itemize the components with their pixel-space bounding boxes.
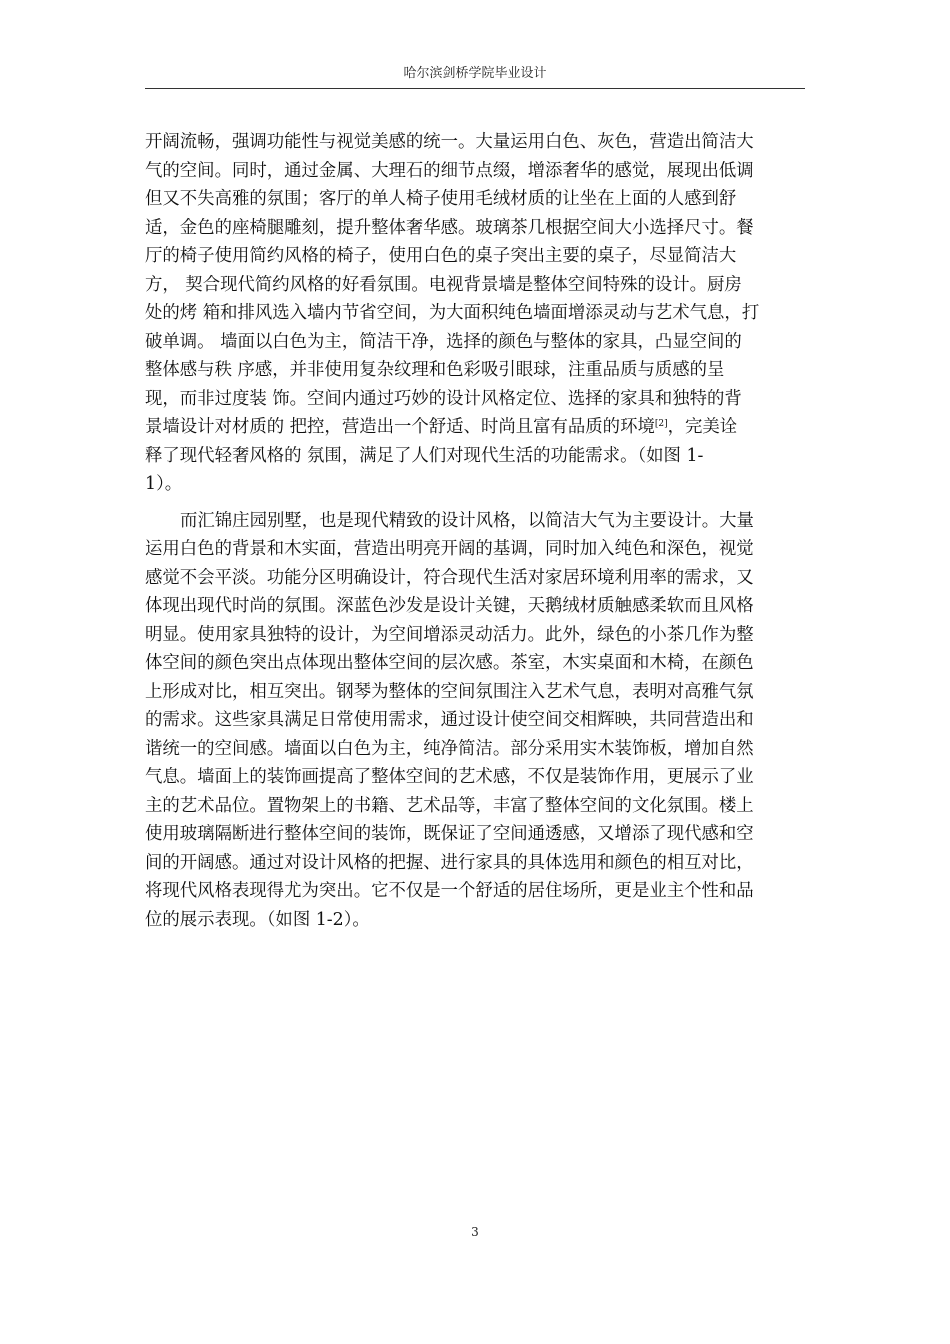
- text-line: 适，金色的座椅腿雕刻，提升整体奢华感。玻璃茶几根据空间大小选择尺寸。餐: [145, 217, 754, 238]
- text-line: 体空间的颜色突出点体现出整体空间的层次感。茶室，木实桌面和木椅，在颜色: [145, 653, 754, 673]
- text-line-first: 而汇锦庄园别墅，也是现代精致的设计风格，以简洁大气为主要设计。大量: [180, 510, 754, 531]
- text-line: 将现代风格表现得尤为突出。它不仅是一个舒适的居住场所，更是业主个性和品: [145, 881, 754, 901]
- text-line: 整体感与秩 序感，并非使用复杂纹理和色彩吸引眼球，注重品质与质感的呈: [145, 360, 725, 380]
- text-line: 体现出现代时尚的氛围。深蓝色沙发是设计关键，天鹅绒材质触感柔软而且风格: [145, 596, 754, 616]
- text-line: 气息。墙面上的装饰画提高了整体空间的艺术感，不仅是装饰作用，更展示了业: [145, 767, 754, 787]
- text-line: 上形成对比，相互突出。钢琴为整体的空间氛围注入艺术气息，表明对高雅气氛: [145, 681, 754, 702]
- text-segment: ，完美诠: [667, 417, 738, 437]
- text-line: 处的烤 箱和排风选入墙内节省空间，为大面积纯色墙面增添灵动与艺术气息，打: [145, 303, 760, 323]
- text-line: 释了现代轻奢风格的 氛围，满足了人们对现代生活的功能需求。（如图 1-: [145, 445, 704, 466]
- text-line: 方， 契合现代简约风格的好看氛围。电视背景墙是整体空间特殊的设计。厨房: [145, 274, 742, 295]
- paragraph-gap: [145, 499, 809, 507]
- text-line: 但又不失高雅的氛围；客厅的单人椅子使用毛绒材质的让坐在上面的人感到舒: [145, 189, 737, 209]
- text-line-with-citation: [145, 413, 809, 442]
- text-line: 现，而非过度装 饰。空间内通过巧妙的设计风格定位、选择的家具和独特的背: [145, 388, 742, 409]
- paragraph-2: [145, 507, 809, 935]
- text-line: 明显。使用家具独特的设计，为空间增添灵动活力。此外，绿色的小茶几作为整: [145, 624, 754, 645]
- text-line: 间的开阔感。通过对设计风格的把握、进行家具的具体选用和颜色的相互对比，: [145, 852, 754, 873]
- paragraph-1: [145, 128, 809, 499]
- text-line: 谐统一的空间感。墙面以白色为主，纯净简洁。部分采用实木装饰板，增加自然: [145, 738, 754, 759]
- text-line: 感觉不会平淡。功能分区明确设计，符合现代生活对家居环境利用率的需求，又: [145, 567, 754, 588]
- text-segment: 景墙设计对材质的 把控，营造出一个舒适、时尚且富有品质的环境: [145, 417, 655, 437]
- body-text: [145, 128, 809, 934]
- text-line: 气的空间。同时，通过金属、大理石的细节点缀，增添奢华的感觉，展现出低调: [145, 160, 754, 181]
- text-line: 运用白色的背景和木实面，营造出明亮开阔的基调，同时加入纯色和深色，视觉: [145, 539, 754, 559]
- text-line: 使用玻璃隔断进行整体空间的装饰，既保证了空间通透感，又增添了现代感和空: [145, 824, 754, 844]
- text-line: 主的艺术品位。置物架上的书籍、艺术品等，丰富了整体空间的文化氛围。楼上: [145, 795, 754, 816]
- text-line: 的需求。这些家具满足日常使用需求，通过设计使空间交相辉映，共同营造出和: [145, 710, 754, 730]
- header-rule: [145, 88, 805, 89]
- text-line: 位的展示表现。（如图 1-2）。: [145, 909, 370, 930]
- running-header: 哈尔滨剑桥学院毕业设计: [403, 66, 547, 81]
- page-number: 3: [471, 1225, 479, 1239]
- text-line: 厅的椅子使用简约风格的椅子，使用白色的桌子突出主要的桌子，尽显简洁大: [145, 246, 737, 266]
- text-line: 1）。: [145, 474, 183, 494]
- text-line: 破单调。 墙面以白色为主，简洁干净，选择的颜色与整体的家具，凸显空间的: [145, 331, 742, 352]
- citation-reference: [2]: [654, 419, 668, 429]
- text-line: 开阔流畅，强调功能性与视觉美感的统一。大量运用白色、灰色，营造出简洁大: [145, 132, 754, 152]
